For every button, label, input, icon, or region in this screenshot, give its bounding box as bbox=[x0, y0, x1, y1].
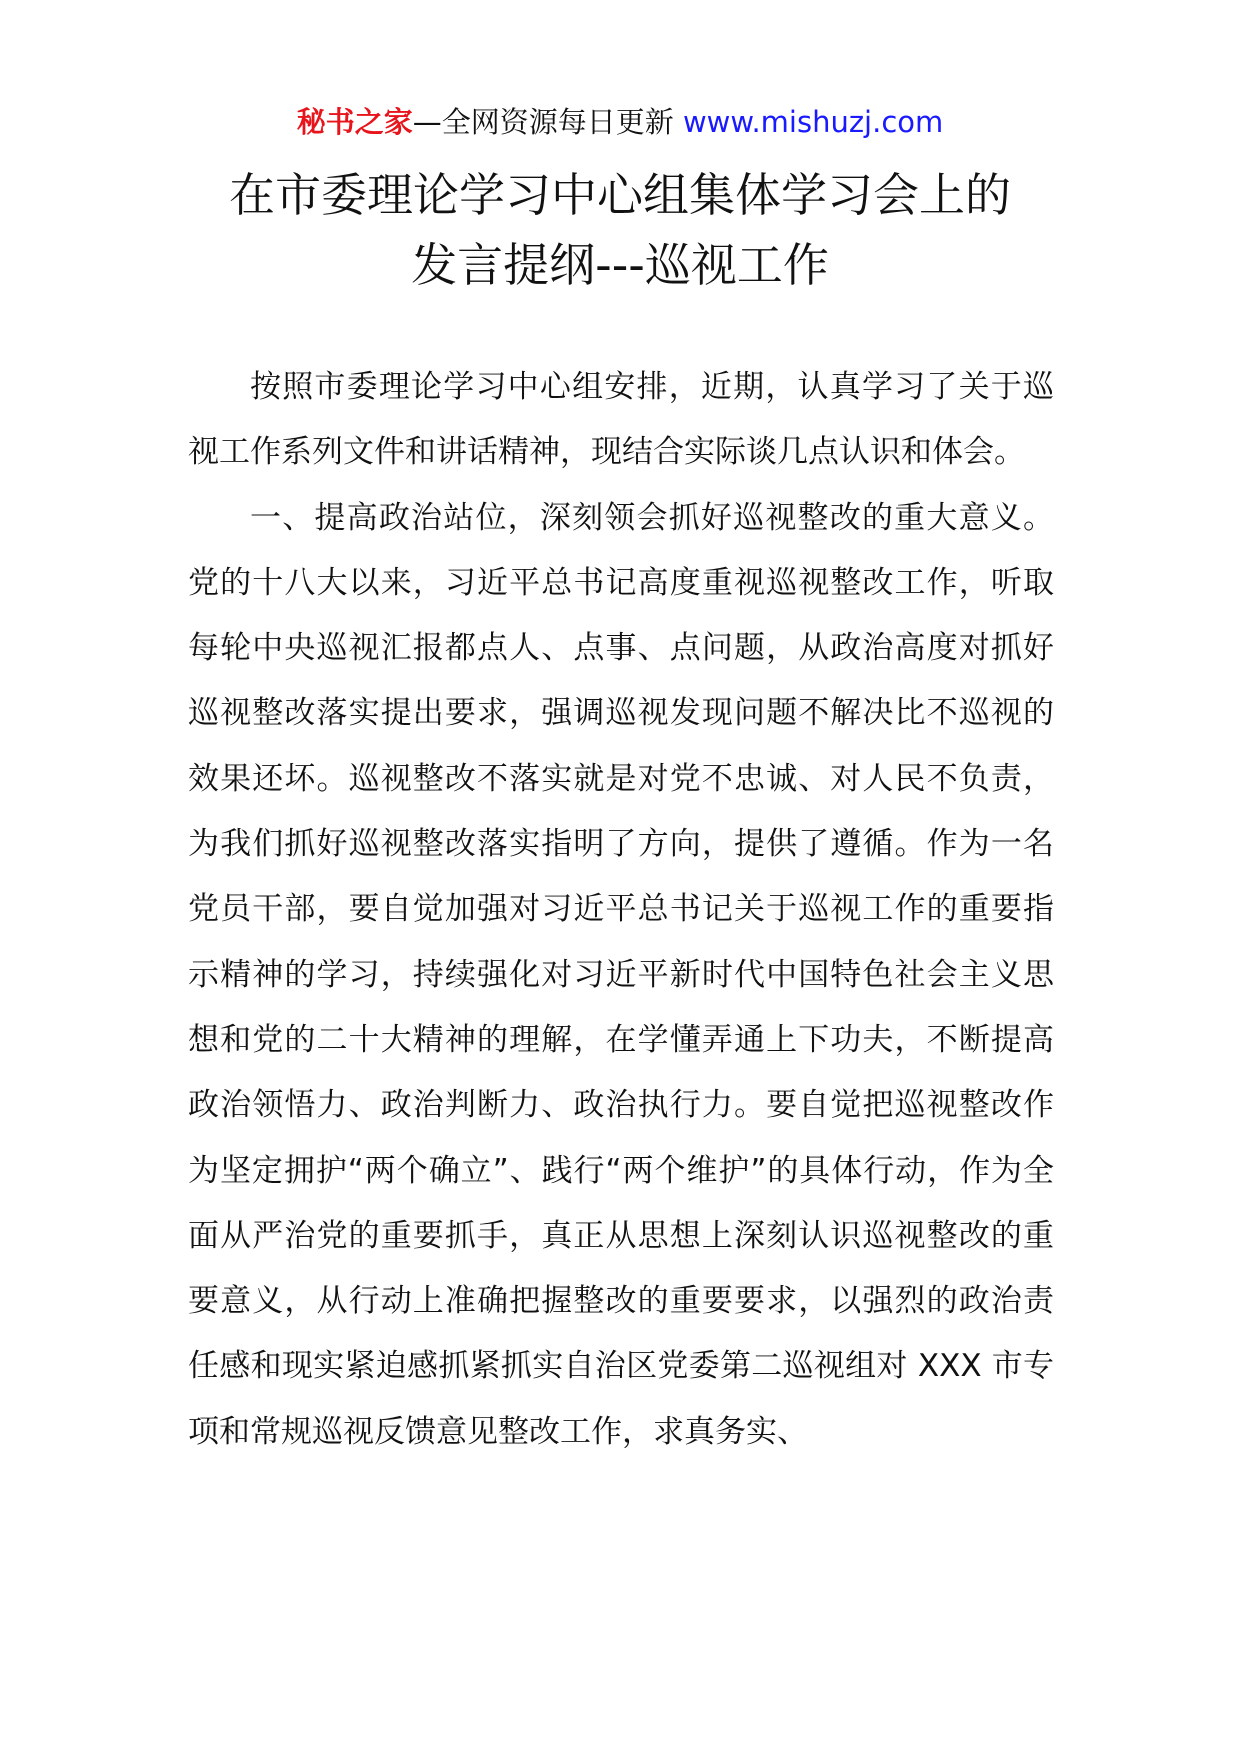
paragraph-intro: 按照市委理论学习中心组安排，近期，认真学习了关于巡视工作系列文件和讲话精神，现结合实际谈几点认识和体会。 bbox=[188, 369, 1054, 471]
document-title bbox=[0, 160, 1240, 300]
title-line-2: 发言提纲---巡视工作 bbox=[411, 238, 829, 292]
title-line-1: 在市委理论学习中心组集体学习会上的 bbox=[229, 168, 1011, 222]
site-url: www.mishuzj.com bbox=[682, 105, 944, 139]
paragraph-section-1: 一、提高政治站位，深刻领会抓好巡视整改的重大意义。党的十八大以来，习近平总书记高度重视巡视整改工作，听取每轮中央巡视汇报都点人、点事、点问题，从政治高度对抓好巡视整改落实提出要求，强调巡视发现问题不解决比不巡视的效果还坏。巡视整改不落实就是对党不忠诚、对人民不负责，为我们抓好巡视整改落实指明了方向，提供了遵循。作为一名党员干部，要自觉加强对习近平总书记关于巡视工作的重要指示精神的学习，持续强化对习近平新时代中国特色社会主义思想和党的二十大精神的理解，在学懂弄通上下功夫，不断提高政治领悟力、政治判断力、政治执行力。要自觉把巡视整改作为坚定拥护“两个确立”、践行“两个维护”的具体行动，作为全面从严治党的重要抓手，真正从思想上深刻认识巡视整改的重要意义，从行动上准确把握整改的重要要求，以强烈的政治责任感和现实紧迫感抓紧抓实自治区党委第二巡视组对 XXX 市专项和常规巡视反馈意见整改工作，求真务实、 bbox=[188, 499, 1054, 1450]
document-body bbox=[188, 355, 1054, 1465]
site-header bbox=[0, 102, 1240, 142]
brand-name: 秘书之家 bbox=[296, 105, 413, 139]
header-tagline: —全网资源每日更新 bbox=[412, 105, 683, 139]
